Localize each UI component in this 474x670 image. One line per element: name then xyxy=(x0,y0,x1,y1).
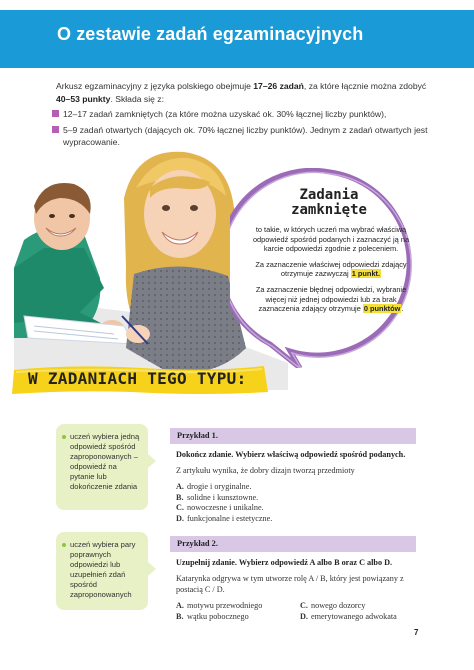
note-box xyxy=(56,532,148,610)
intro-paragraph xyxy=(56,80,436,105)
note-content xyxy=(62,540,140,600)
example-text: Katarynka odgrywa w tym utworze rolę A / B, który jest powiązany z postacią C / D. xyxy=(176,574,404,594)
answer-option xyxy=(176,601,300,612)
highlight-zero-points: 0 punktów xyxy=(363,304,401,314)
intro-text-1: Arkusz egzaminacyjny z języka polskiego obejmuje xyxy=(56,81,254,91)
bubble-paragraph xyxy=(248,285,414,314)
option-text: funkcjonalne i estetyczne. xyxy=(187,513,273,523)
example-1 xyxy=(170,428,416,524)
option-text: motywu przewodniego xyxy=(187,601,263,610)
example-header: Przykład 2. xyxy=(170,536,416,552)
list-item xyxy=(52,108,432,120)
answer-option xyxy=(176,493,416,504)
example-instruction: Uzupełnij zdanie. Wybierz odpowiedź A albo B oraz C albo D. xyxy=(176,558,393,567)
example-2 xyxy=(170,536,416,622)
note-content xyxy=(62,432,140,492)
example-text: Z artykułu wynika, że dobry dizajn tworzą przedmioty xyxy=(176,466,355,475)
bubble-text xyxy=(248,225,414,314)
note-text: uczeń wybiera jedną odpowiedź spośród zaproponowanych – odpowiedź na pytanie lub dokończenie zdania xyxy=(70,432,140,491)
square-bullet-icon xyxy=(52,110,59,117)
bubble-paragraph xyxy=(248,260,414,279)
option-letter: B. xyxy=(176,611,184,621)
bubble-text-run: Za zaznaczenie właściwej odpowiedzi zdający otrzymuje zazwyczaj xyxy=(255,259,407,279)
answer-option xyxy=(176,482,416,493)
option-text: drogie i oryginalne. xyxy=(187,482,252,491)
option-letter: A. xyxy=(176,482,184,491)
intro-text-3: . Składa się z: xyxy=(110,93,164,104)
highlight-one-point: 1 punkt. xyxy=(351,269,381,279)
option-text: nowego dozorcy xyxy=(311,601,366,610)
list-item xyxy=(52,124,432,148)
bubble-text-run: . xyxy=(401,304,404,314)
option-letter: B. xyxy=(176,492,184,502)
intro-bold-2: 40–53 punkty xyxy=(56,93,111,104)
bubble-title-line: zamknięte xyxy=(291,202,367,218)
option-letter: C. xyxy=(300,601,308,610)
answer-option xyxy=(176,503,416,514)
page-title: O zestawie zadań egzaminacyjnych xyxy=(57,24,364,44)
green-dot-icon xyxy=(62,543,66,547)
option-text: emerytowanego adwokata xyxy=(311,611,397,621)
option-text: nowoczesne i unikalne. xyxy=(187,503,264,513)
page-number: 7 xyxy=(414,628,419,637)
note-box xyxy=(56,424,148,510)
bubble-paragraph: to takie, w których uczeń ma wybrać właściwą odpowiedź spośród podanych i zaznaczyć ją na karcie odpowiedzi zgodnie z poleceniem. xyxy=(252,225,410,254)
bubble-title-line: Zadania xyxy=(299,187,359,203)
option-letter: D. xyxy=(300,611,308,621)
square-bullet-icon xyxy=(52,126,59,133)
option-text: solidne i kunsztowne. xyxy=(187,492,259,502)
option-letter: A. xyxy=(176,601,184,610)
task-type-heading: W ZADANIACH TEGO TYPU: xyxy=(28,369,247,388)
option-letter: D. xyxy=(176,513,184,523)
bubble-title xyxy=(254,188,404,218)
note-text: uczeń wybiera pary poprawnych odpowiedzi lub uzupełnień zdań spośród zaproponowanych xyxy=(70,540,136,599)
answer-option xyxy=(300,612,420,623)
green-dot-icon xyxy=(62,435,66,439)
bullet-list xyxy=(52,108,432,152)
example-header: Przykład 1. xyxy=(170,428,416,444)
bullet-text: 5–9 zadań otwartych (dających ok. 70% łącznej liczby punktów). Jednym z zadań otwartych jest wypracowanie. xyxy=(63,125,428,147)
answer-option xyxy=(176,612,300,623)
option-text: wątku pobocznego xyxy=(187,611,249,621)
bullet-text: 12–17 zadań zamkniętych (za które można uzyskać ok. 30% łącznej liczby punktów), xyxy=(63,109,387,119)
answer-options xyxy=(176,482,416,524)
intro-text-2: , za które łącznie można zdobyć xyxy=(303,81,427,91)
answer-option xyxy=(300,601,420,612)
intro-bold-1: 17–26 zadań xyxy=(253,81,304,91)
example-instruction: Dokończ zdanie. Wybierz właściwą odpowiedź spośród podanych. xyxy=(176,450,406,459)
option-letter: C. xyxy=(176,503,184,513)
answer-option xyxy=(176,514,416,525)
bubble-text-run: Za zaznaczenie błędnej odpowiedzi, wybranie więcej niż jednej odpowiedzi lub za brak zaznaczenia zdający otrzymuje xyxy=(255,284,407,314)
answer-options xyxy=(176,601,416,622)
